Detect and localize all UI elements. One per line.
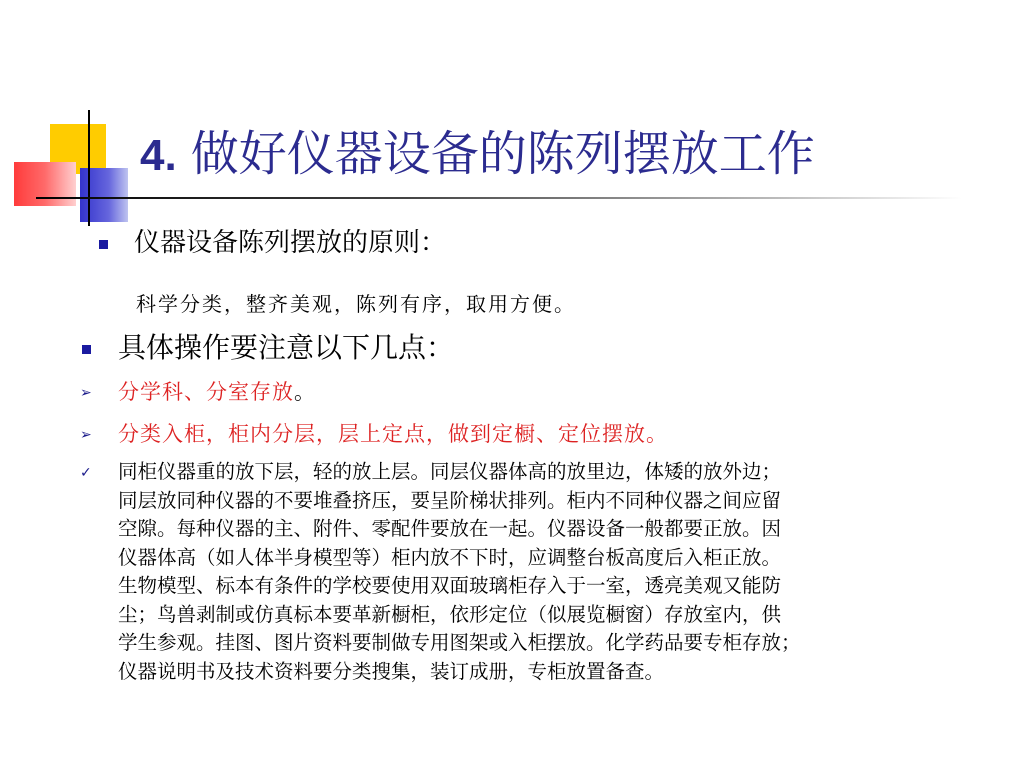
title-number: 4. [140,131,177,180]
check-bullet-icon: ✓ [80,465,92,481]
arrow-item-1-red: 分学科、分室存放 [118,380,294,404]
paragraph-line: 学生参观。挂图、图片资料要制做专用图架或入柜摆放。化学药品要专柜存放； [118,631,801,654]
square-bullet-icon [82,345,91,354]
section-heading-details: 具体操作要注意以下几点： [118,331,455,364]
decor-red-bar [14,162,76,206]
paragraph-line: 同柜仪器重的放下层，轻的放上层。同层仪器体高的放里边，体矮的放外边； [118,460,782,483]
paragraph-line: 尘；鸟兽剥制或仿真标本要革新橱柜，依形定位（似展览橱窗）存放室内，供 [118,602,782,626]
title-text: 做好仪器设备的陈列摆放工作 [190,126,815,182]
section-heading-principles: 仪器设备陈列摆放的原则： [134,228,447,258]
square-bullet-icon [99,240,108,249]
arrow-bullet-icon: ➢ [80,427,92,443]
paragraph-line: 仪器说明书及技术资料要分类搜集，装订成册，专柜放置备查。 [118,659,665,683]
arrow-item-2-red: 分类入柜，柜内分层，层上定点，做到定橱、定位摆放。 [118,422,668,446]
arrow-item-1-suffix: 。 [294,380,316,404]
arrow-item-2 [118,420,668,448]
detail-paragraph [118,458,1008,686]
slide-title [140,124,815,186]
paragraph-line: 仪器体高（如人体半身模型等）柜内放不下时，应调整台板高度后入柜正放。 [118,545,782,569]
principles-text: 科学分类，整齐美观，陈列有序，取用方便。 [136,292,576,316]
decor-vertical-line [88,110,90,226]
paragraph-line: 同层放同种仪器的不要堆叠挤压，要呈阶梯状排列。柜内不同种仪器之间应留 [118,488,782,512]
arrow-item-1 [118,378,316,406]
arrow-bullet-icon: ➢ [80,385,92,401]
title-underline [36,197,962,199]
paragraph-line: 生物模型、标本有条件的学校要使用双面玻璃柜存入于一室，透亮美观又能防 [118,574,782,597]
paragraph-line: 空隙。每种仪器的主、附件、零配件要放在一起。仪器设备一般都要正放。因 [118,517,782,540]
